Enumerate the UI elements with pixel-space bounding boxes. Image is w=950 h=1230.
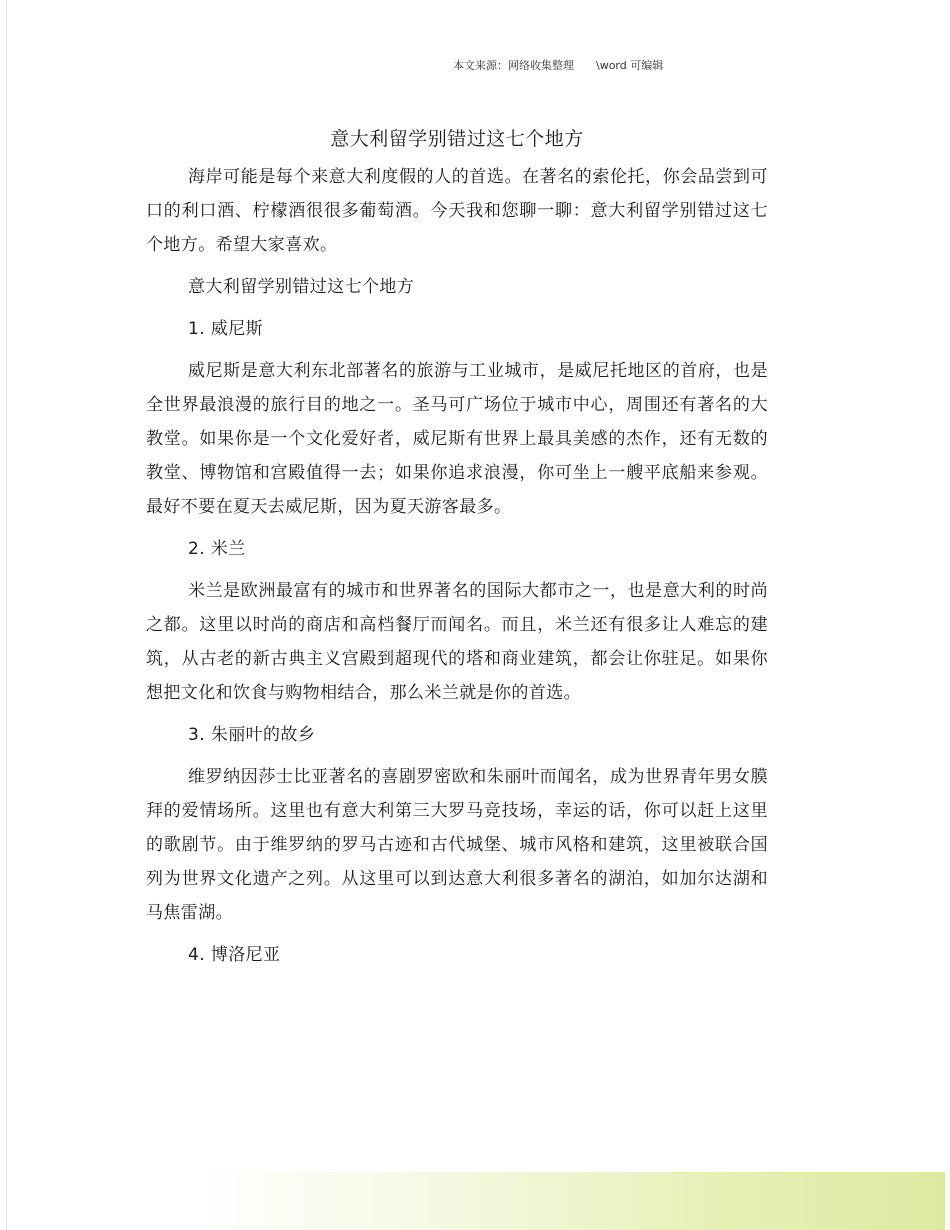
section-heading: 3. 朱丽叶的故乡 bbox=[188, 725, 316, 745]
section-body: 维罗纳因莎士比亚著名的喜剧罗密欧和朱丽叶而闻名，成为世界青年男女膜拜的爱情场所。这里也有意大利第三大罗马竞技场，幸运的话，你可以赶上这里的歌剧节。由于维罗纳的罗马古迹和古代城堡、城市风格和建筑，这里被联合国列为世界文化遗产之列。从这里可以到达意大利很多著名的湖泊，如加尔达湖和马焦雷湖。 bbox=[146, 767, 768, 923]
intro-paragraph: 海岸可能是每个来意大利度假的人的首选。在著名的索伦托，你会品尝到可口的利口酒、柠檬酒很很多葡萄酒。今天我和您聊一聊：意大利留学别错过这七个地方。希望大家喜欢。 bbox=[146, 167, 768, 255]
section-heading: 1. 威尼斯 bbox=[188, 319, 264, 339]
header-note bbox=[453, 57, 663, 73]
decorative-band bbox=[197, 1172, 945, 1230]
section-heading: 4. 博洛尼亚 bbox=[188, 945, 281, 965]
document-title: 意大利留学别错过这七个地方 bbox=[330, 128, 584, 150]
source-note: 本文来源：网络收集整理 bbox=[453, 59, 574, 72]
section-body: 威尼斯是意大利东北部著名的旅游与工业城市，是威尼托地区的首府，也是全世界最浪漫的旅行目的地之一。圣马可广场位于城市中心，周围还有著名的大教堂。如果你是一个文化爱好者，威尼斯有世界上最具美感的杰作，还有无数的教堂、博物馆和宫殿值得一去；如果你追求浪漫，你可坐上一艘平底船来参观。最好不要在夏天去威尼斯，因为夏天游客最多。 bbox=[146, 361, 768, 517]
section-heading: 2. 米兰 bbox=[188, 539, 246, 559]
document-page bbox=[6, 0, 945, 1230]
document-body bbox=[146, 122, 768, 972]
editable-note: \word 可编辑 bbox=[596, 59, 664, 72]
subtitle: 意大利留学别错过这七个地方 bbox=[188, 277, 415, 297]
section-body: 米兰是欧洲最富有的城市和世界著名的国际大都市之一，也是意大利的时尚之都。这里以时尚的商店和高档餐厅而闻名。而且，米兰还有很多让人难忘的建筑，从古老的新古典主义宫殿到超现代的塔和商业建筑，都会让你驻足。如果你想把文化和饮食与购物相结合，那么米兰就是你的首选。 bbox=[146, 581, 768, 703]
